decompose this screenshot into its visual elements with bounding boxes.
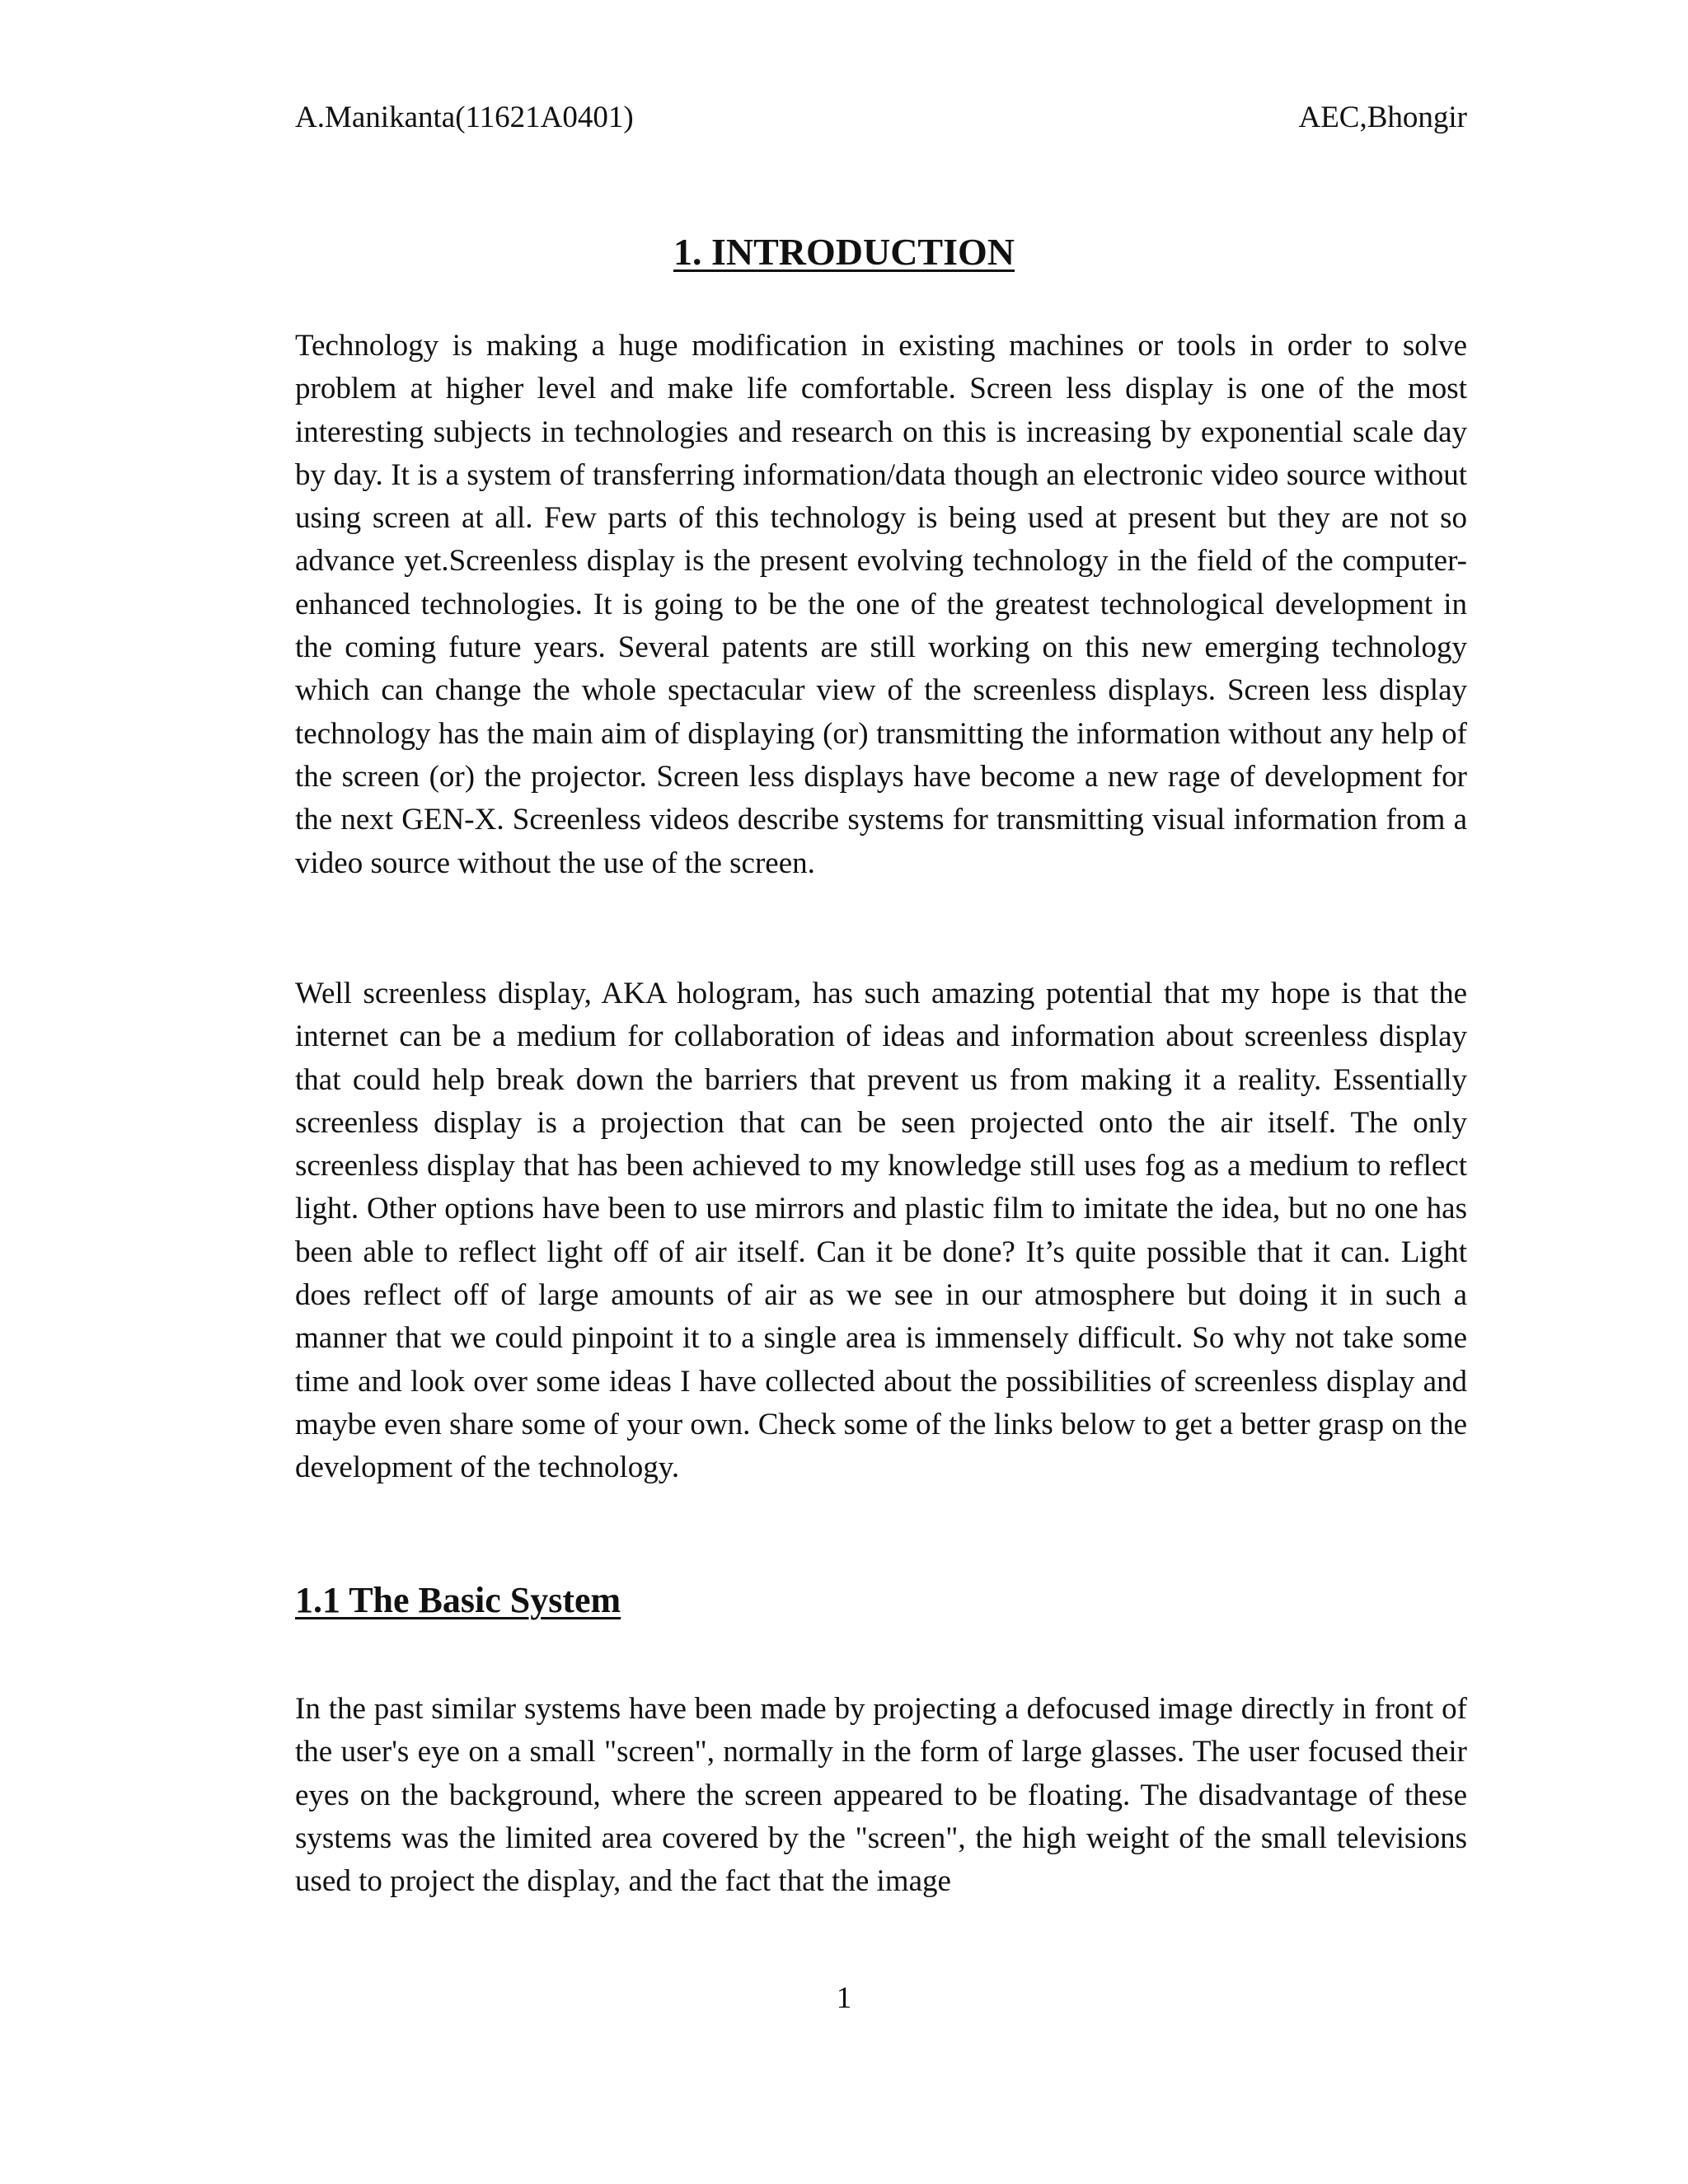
hologram-paragraph: Well screenless display, AKA hologram, has such amazing potential that my hope is that the internet can be a medium for collaboration of ideas and information about screenless display that could help break down the barriers that prevent us from making it a reality. Essentially screenless display is a projection that can be seen projected onto the air itself. The only screenless display that has been achieved to my knowledge still uses fog as a medium to reflect light. Other options have been to use mirrors and plastic film to imitate the idea, but no one has been able to reflect light off of air itself. Can it be done? It’s quite possible that it can. Light does reflect off of large amounts of air as we see in our atmosphere but doing it in such a manner that we could pinpoint it to a single area is immensely difficult. So why not take some time and look over some ideas I have collected about the possibilities of screenless display and maybe even share some of your own. Check some of the links below to get a better grasp on the development of the technology. bbox=[295, 977, 1467, 1485]
header-author: A.Manikanta(11621A0401) bbox=[295, 101, 634, 134]
chapter-title bbox=[0, 227, 1688, 277]
page-number: 1 bbox=[836, 1981, 852, 2015]
page-header bbox=[295, 97, 1467, 138]
basic-system-paragraph: In the past similar systems have been made by projecting a defocused image directly in front of the user's eye on a small "screen", normally in the form of large glasses. The user focused their eyes on the background, where the screen appeared to be floating. The disadvantage of these systems was the limited area covered by the "screen", the high weight of the small televisions used to project the display, and the fact that the image bbox=[295, 1692, 1467, 1899]
chapter-title-text: 1. INTRODUCTION bbox=[673, 231, 1015, 273]
intro-paragraph: Technology is making a huge modification in existing machines or tools in order to solve problem at higher level and make life comfortable. Screen less display is one of the most interesting subjects in technologies and research on this is increasing by exponential scale day by day. It is a system of transferring information/data though an electronic video source without using screen at all. Few parts of this technology is being used at present but they are not so advance yet.Screenless display is the present evolving technology in the field of the computer-enhanced technologies. It is going to be the one of the greatest technological development in the coming future years. Several patents are still working on this new emerging technology which can change the whole spectacular view of the screenless displays. Screen less display technology has the main aim of displaying (or) transmitting the information without any help of the screen (or) the projector. Screen less displays have become a new rage of development for the next GEN-X. Screenless videos describe systems for transmitting visual information from a video source without the use of the screen. bbox=[295, 329, 1467, 880]
header-college: AEC,Bhongir bbox=[1298, 101, 1467, 134]
section-heading: 1.1 The Basic System bbox=[295, 1580, 621, 1620]
